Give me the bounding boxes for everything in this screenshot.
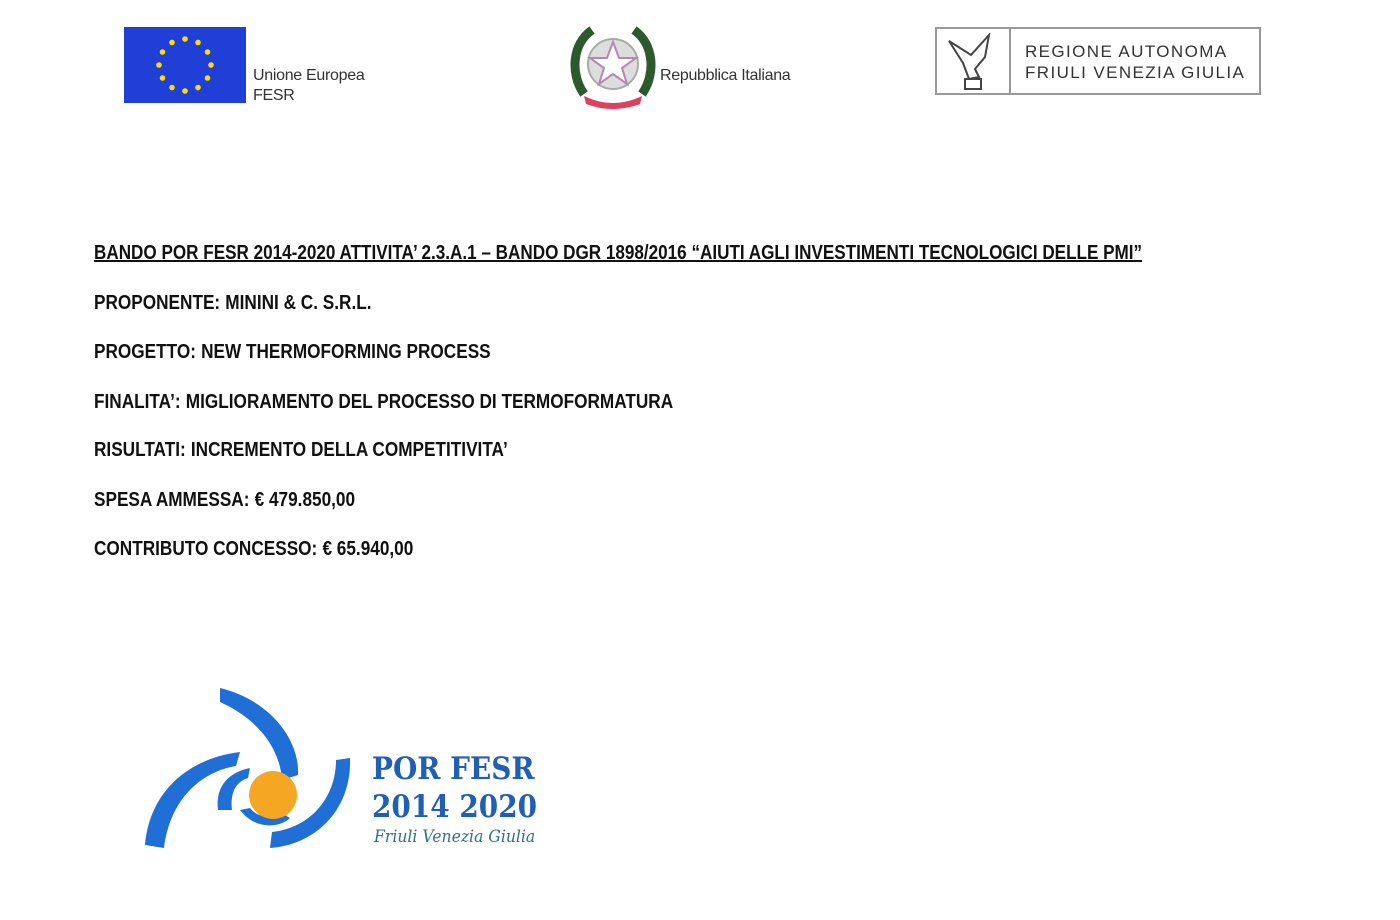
field-label: PROPONENTE:	[94, 292, 221, 314]
fvg-line2: FRIULI VENEZIA GIULIA	[1025, 63, 1246, 82]
eu-flag-logo	[124, 27, 246, 103]
field-value: NEW THERMOFORMING PROCESS	[201, 341, 491, 363]
eu-label: Unione Europea	[253, 67, 365, 84]
field-label: CONTRIBUTO CONCESSO:	[94, 538, 318, 560]
field-value: INCREMENTO DELLA COMPETITIVITA’	[190, 439, 508, 461]
por-fesr-title: POR FESR	[372, 751, 535, 787]
eu-star	[169, 85, 175, 91]
eu-stars-icon	[124, 27, 246, 103]
eagle-icon	[945, 33, 1003, 91]
fvg-line1: REGIONE AUTONOMA	[1025, 42, 1228, 61]
repubblica-italiana-label: Repubblica Italiana	[660, 67, 791, 84]
eu-star	[205, 49, 211, 55]
eu-star	[195, 40, 201, 46]
eu-star	[169, 40, 175, 46]
eu-star	[208, 62, 214, 68]
field-label: RISULTATI:	[94, 439, 186, 461]
field-row	[94, 538, 413, 561]
field-value: € 479.850,00	[254, 489, 356, 511]
por-fesr-years: 2014 2020	[372, 789, 538, 825]
field-label: SPESA AMMESSA:	[94, 489, 250, 511]
eu-star	[156, 62, 162, 68]
eu-star	[160, 75, 166, 81]
field-row	[94, 292, 372, 315]
field-row	[94, 489, 355, 512]
field-value: MININI & C. S.R.L.	[225, 292, 372, 314]
eu-star	[195, 85, 201, 91]
eu-star	[182, 36, 188, 42]
por-fesr-swirl-logo	[140, 680, 360, 860]
eu-star	[160, 49, 166, 55]
field-row	[94, 341, 491, 364]
por-fesr-region: Friuli Venezia Giulia	[374, 827, 536, 847]
fesr-label: FESR	[253, 87, 295, 104]
field-row	[94, 439, 508, 462]
field-label: FINALITA’:	[94, 391, 181, 413]
field-value: MIGLIORAMENTO DEL PROCESSO DI TERMOFORMATURA	[185, 391, 674, 413]
fvg-region-logo	[935, 27, 1261, 95]
field-label: PROGETTO:	[94, 341, 196, 363]
eu-logo-text	[253, 66, 364, 106]
document-title: BANDO POR FESR 2014-2020 ATTIVITA’ 2.3.A.1 – BANDO DGR 1898/2016 “AIUTI AGLI INVESTIMENTI TECNOLOGICI DELLE PMI”	[94, 242, 1143, 264]
divider	[1009, 29, 1011, 93]
eu-star	[205, 75, 211, 81]
field-value: € 65.940,00	[322, 538, 414, 560]
eu-star	[182, 88, 188, 94]
italian-emblem-logo	[570, 24, 656, 110]
field-row	[94, 391, 673, 414]
